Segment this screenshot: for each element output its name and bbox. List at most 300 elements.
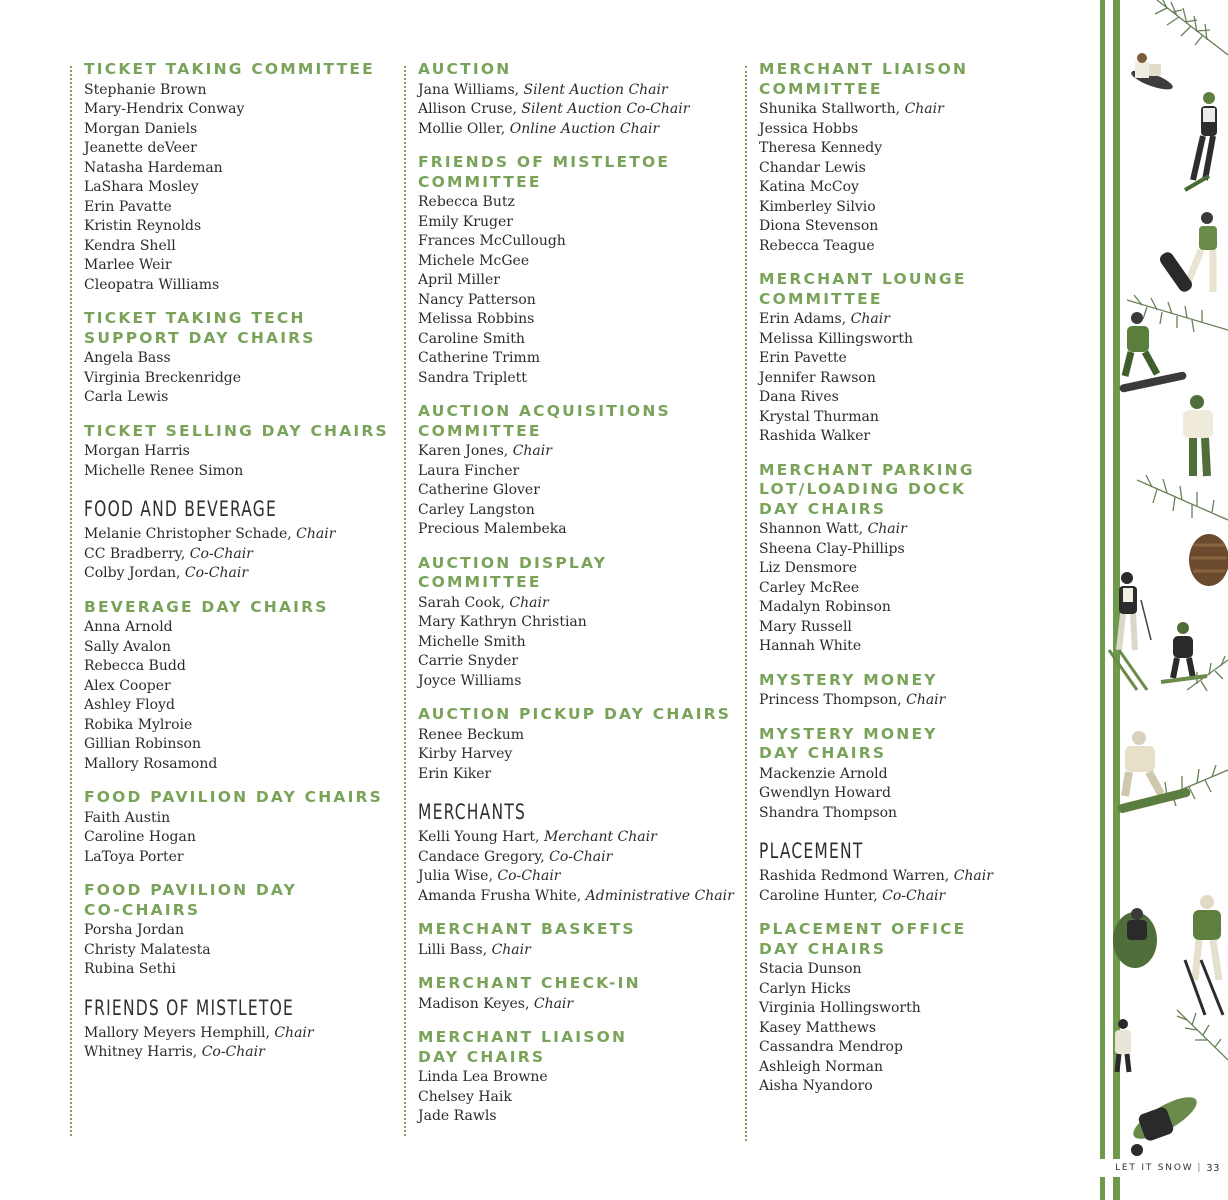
heading-line: COMMITTEE	[759, 289, 883, 308]
member-name	[418, 828, 734, 848]
member-name-text: Hannah White	[759, 638, 862, 654]
member-name	[84, 198, 390, 218]
member-name	[418, 672, 734, 692]
member-name-text: Krystal Thurman	[759, 408, 879, 425]
member-name-text: Morgan Daniels	[84, 120, 198, 137]
member-name-text: Chelsey Haik	[418, 1088, 512, 1105]
member-name	[759, 618, 1075, 638]
member-name-text: LaToya Porter	[84, 848, 184, 865]
member-name	[759, 1058, 1075, 1078]
member-name	[84, 638, 390, 658]
committee-section	[84, 422, 390, 482]
member-role: Chair	[274, 1024, 314, 1041]
heading-line: CO-CHAIRS	[84, 900, 201, 919]
committee-heading: AUCTION DISPLAY COMMITTEE	[418, 553, 608, 591]
member-name	[759, 540, 1075, 560]
member-name	[418, 501, 734, 521]
member-name-text: Theresa Kennedy	[759, 140, 883, 156]
member-name-text: Whitney Harris,	[84, 1044, 202, 1060]
member-name-text: Erin Adams,	[759, 311, 851, 327]
member-name	[84, 1024, 390, 1044]
member-name-text: Melanie Christopher Schade,	[84, 526, 297, 542]
member-name-text: Rebecca Teague	[759, 237, 875, 254]
member-name	[418, 462, 734, 482]
committee-section	[418, 153, 734, 388]
member-name	[84, 545, 390, 565]
member-list	[418, 828, 734, 906]
member-name	[84, 178, 390, 198]
member-name	[759, 887, 1075, 907]
member-name	[418, 633, 734, 653]
member-name-text: Sally Avalon	[84, 638, 171, 655]
member-name	[418, 941, 734, 961]
member-role: Chair	[533, 995, 574, 1012]
member-role: Merchant Chair	[543, 829, 657, 845]
member-name	[418, 369, 734, 389]
member-name	[759, 765, 1075, 785]
member-role: Online Auction Chair	[509, 120, 660, 137]
heading-line: MERCHANT LOUNGE	[759, 270, 967, 288]
member-name-text: Virginia Breckenridge	[84, 369, 242, 386]
member-name-text: Carla Lewis	[84, 389, 169, 405]
member-role: Co-Chair	[882, 887, 946, 904]
member-name-text: Gwendlyn Howard	[759, 785, 891, 801]
heading-line: MERCHANT PARKING	[759, 460, 975, 479]
heading-line: COMMITTEE	[418, 172, 542, 191]
committee-heading	[759, 725, 1075, 764]
member-name-text: Colby Jordan,	[84, 565, 185, 581]
member-name	[84, 828, 390, 848]
heading-line: COMMITTEE	[418, 421, 542, 440]
member-name	[759, 579, 1075, 599]
heading-line: SUPPORT DAY CHAIRS	[84, 328, 316, 347]
member-name-text: Rashida Walker	[759, 428, 871, 444]
page-footer	[1097, 1159, 1220, 1177]
member-name-text: Cassandra Mendrop	[759, 1039, 903, 1055]
member-name	[759, 867, 1075, 887]
member-name-text: Rashida Redmond Warren,	[759, 868, 954, 884]
member-name-text: Anna Arnold	[84, 619, 173, 635]
member-name-text: Robika Mylroie	[84, 716, 193, 733]
member-name-text: Michelle Smith	[418, 633, 526, 650]
member-name	[418, 291, 734, 311]
member-name	[84, 960, 390, 980]
member-name-text: Emily Kruger	[418, 213, 513, 230]
heading-line: MERCHANT LIAISON	[418, 1028, 628, 1046]
member-name-text: Melissa Killingsworth	[759, 330, 914, 347]
member-name-text: Precious Malembeka	[418, 521, 567, 537]
member-role: Chair	[904, 101, 944, 117]
member-list	[84, 525, 390, 584]
member-name-text: Mary Kathryn Christian	[418, 614, 587, 630]
member-name	[759, 1019, 1075, 1039]
committee-heading: TICKET SELLING DAY CHAIRS	[84, 421, 389, 440]
member-name-text: Stacia Dunson	[759, 961, 862, 977]
member-list	[759, 867, 1075, 906]
member-name	[84, 462, 390, 482]
member-name-text: Erin Kiker	[418, 765, 492, 782]
member-list	[759, 960, 1075, 1097]
member-name-text: Jeanette deVeer	[84, 140, 197, 156]
member-name	[84, 159, 390, 179]
member-name-text: Allison Cruse,	[418, 101, 522, 117]
heading-line: DAY CHAIRS	[759, 939, 887, 958]
footer-separator: |	[1197, 1163, 1203, 1173]
member-name-text: Ashleigh Norman	[759, 1058, 883, 1075]
member-list	[84, 349, 390, 408]
member-name-text: Jessica Hobbs	[759, 120, 859, 137]
committee-heading	[418, 153, 734, 192]
heading-line: MERCHANT LIAISON	[759, 60, 969, 78]
member-role: Co-Chair	[549, 848, 613, 865]
heading-line: TICKET TAKING TECH	[84, 309, 306, 327]
member-name	[418, 81, 734, 101]
heading-line: FRIENDS OF MISTLETOE	[418, 153, 671, 171]
member-role: Administrative Chair	[585, 887, 734, 904]
column-content	[418, 60, 734, 1141]
member-name	[418, 594, 734, 614]
member-name-text: Carley McRee	[759, 579, 860, 596]
heading-line: DAY CHAIRS	[759, 499, 887, 518]
member-name	[418, 765, 734, 785]
member-name	[418, 271, 734, 291]
member-list	[84, 81, 390, 296]
member-name	[418, 349, 734, 369]
major-section-title: PLACEMENT	[759, 839, 864, 863]
member-name	[418, 887, 734, 907]
member-name	[418, 442, 734, 462]
member-name	[84, 349, 390, 369]
major-section-title: FOOD AND BEVERAGE	[84, 497, 278, 521]
member-name-text: April Miller	[418, 272, 500, 288]
member-name	[84, 369, 390, 389]
member-name-text: CC Bradberry,	[84, 545, 190, 562]
major-section-title: MERCHANTS	[418, 800, 527, 824]
member-name	[84, 100, 390, 120]
member-name-text: Joyce Williams	[418, 672, 522, 689]
member-name-text: Mackenzie Arnold	[759, 765, 888, 782]
member-name-text: Liz Densmore	[759, 560, 857, 576]
major-section	[84, 996, 390, 1063]
member-name-text: Stephanie Brown	[84, 81, 207, 98]
member-name-text: Michelle Renee Simon	[84, 462, 244, 479]
member-name-text: Aisha Nyandoro	[759, 1078, 873, 1094]
member-name	[759, 960, 1075, 980]
member-name	[84, 809, 390, 829]
member-name-text: Rebecca Butz	[418, 194, 515, 210]
member-name-text: Cleopatra Williams	[84, 276, 220, 293]
member-name-text: Diona Stevenson	[759, 218, 879, 234]
member-name	[84, 921, 390, 941]
member-name	[759, 369, 1075, 389]
member-name-text: Frances McCullough	[418, 233, 566, 249]
member-name	[418, 100, 734, 120]
member-name-text: Caroline Smith	[418, 330, 525, 347]
member-role: Chair	[491, 941, 531, 958]
member-name-text: Laura Fincher	[418, 462, 520, 479]
column-content	[759, 60, 1075, 1111]
member-name-text: Catherine Trimm	[418, 350, 540, 366]
member-name	[759, 999, 1075, 1019]
member-name-text: Dana Rives	[759, 389, 839, 405]
committee-heading: MERCHANT BASKETS	[418, 920, 636, 938]
column-content	[84, 60, 390, 1077]
member-name-text: Michele McGee	[418, 252, 530, 269]
committee-section	[84, 881, 390, 980]
member-role: Chair	[953, 868, 993, 884]
committee-heading: MYSTERY MONEY	[759, 670, 938, 689]
heading-line: PLACEMENT OFFICE	[759, 920, 967, 938]
pinecone-icon	[1189, 534, 1228, 586]
member-name	[84, 657, 390, 677]
member-name-text: LaShara Mosley	[84, 179, 199, 195]
member-role: Silent Auction Co-Chair	[521, 101, 690, 117]
committee-heading: AUCTION	[418, 60, 512, 78]
member-list	[759, 100, 1075, 256]
heading-line: DAY CHAIRS	[759, 744, 887, 762]
member-name-text: Erin Pavatte	[84, 198, 172, 215]
member-name	[84, 735, 390, 755]
committee-heading	[759, 920, 1075, 959]
member-name	[759, 349, 1075, 369]
member-list	[418, 81, 734, 140]
member-name-text: Natasha Hardeman	[84, 159, 223, 176]
dotted-rule	[70, 66, 72, 1136]
heading-line: DAY CHAIRS	[418, 1047, 546, 1066]
member-name-text: Renee Beckum	[418, 726, 525, 743]
member-name	[418, 520, 734, 540]
member-name	[84, 237, 390, 257]
committee-heading	[84, 881, 390, 920]
member-name	[84, 941, 390, 961]
committee-section	[84, 788, 390, 867]
member-name	[759, 120, 1075, 140]
member-name	[84, 525, 390, 545]
member-name-text: Nancy Patterson	[418, 291, 536, 308]
member-name	[84, 618, 390, 638]
member-list	[418, 442, 734, 540]
member-name-text: Kimberley Silvio	[759, 198, 876, 215]
member-name	[759, 520, 1075, 540]
member-name	[418, 848, 734, 868]
member-name-text: Carrie Snyder	[418, 653, 519, 669]
member-name-text: Shannon Watt,	[759, 521, 868, 537]
member-name	[418, 481, 734, 501]
member-name	[759, 237, 1075, 257]
member-name	[759, 691, 1075, 711]
member-name-text: Ashley Floyd	[84, 697, 175, 713]
committee-heading: TICKET TAKING COMMITTEE	[84, 60, 375, 78]
member-role: Chair	[509, 594, 549, 611]
footer-label: LET IT SNOW	[1115, 1163, 1194, 1173]
member-list	[418, 941, 734, 961]
committee-section	[759, 60, 1075, 256]
member-list	[418, 594, 734, 692]
member-name-text: Mallory Meyers Hemphill,	[84, 1024, 275, 1041]
member-name	[84, 442, 390, 462]
committee-section	[418, 1028, 734, 1127]
member-name	[84, 81, 390, 101]
member-name-text: Mary-Hendrix Conway	[84, 101, 245, 117]
member-role: Co-Chair	[497, 868, 561, 884]
page-number: 33	[1206, 1162, 1220, 1174]
member-name-text: Jade Rawls	[418, 1108, 497, 1124]
member-name	[418, 1068, 734, 1088]
member-list	[84, 921, 390, 980]
member-name-text: Karen Jones,	[418, 443, 513, 459]
heading-line: FOOD PAVILION DAY	[84, 881, 298, 899]
member-list	[759, 310, 1075, 447]
member-name	[84, 139, 390, 159]
committee-section	[418, 554, 734, 692]
heading-line: MYSTERY MONEY	[759, 724, 938, 743]
member-name-text: Morgan Harris	[84, 443, 190, 459]
member-name-text: Carley Langston	[418, 501, 535, 518]
committee-section	[759, 920, 1075, 1097]
member-name-text: Melissa Robbins	[418, 311, 535, 327]
member-name-text: Kendra Shell	[84, 237, 176, 254]
member-name-text: Sandra Triplett	[418, 369, 527, 386]
member-name	[84, 120, 390, 140]
member-name	[84, 217, 390, 237]
member-list	[759, 520, 1075, 657]
member-name	[759, 804, 1075, 824]
member-name-text: Alex Cooper	[84, 677, 171, 694]
committee-section	[418, 974, 734, 1014]
major-section	[759, 839, 1075, 906]
committee-section	[418, 920, 734, 960]
heading-line: COMMITTEE	[759, 79, 883, 98]
member-name-text: Sarah Cook,	[418, 594, 510, 611]
member-name-text: Shandra Thompson	[759, 804, 898, 821]
member-role: Co-Chair	[184, 565, 249, 581]
member-name	[418, 193, 734, 213]
member-name	[84, 716, 390, 736]
member-name	[418, 745, 734, 765]
member-name-text: Amanda Frusha White,	[418, 887, 586, 904]
member-name-text: Faith Austin	[84, 809, 171, 826]
committee-section	[759, 461, 1075, 657]
member-name-text: Katina McCoy	[759, 179, 859, 195]
committee-section	[418, 60, 734, 139]
member-name-text: Rubina Sethi	[84, 961, 176, 977]
member-name	[418, 252, 734, 272]
member-name	[759, 198, 1075, 218]
member-list	[418, 995, 734, 1015]
committee-heading	[759, 60, 1075, 99]
winter-decoration-strip	[1097, 0, 1228, 1200]
member-name	[84, 755, 390, 775]
member-list	[418, 193, 734, 388]
member-name-text: Kelli Young Hart,	[418, 829, 544, 845]
member-role: Chair	[512, 443, 552, 459]
member-name-text: Kirby Harvey	[418, 746, 513, 762]
member-name	[418, 330, 734, 350]
member-name	[759, 408, 1075, 428]
member-list	[759, 765, 1075, 824]
member-role: Chair	[296, 526, 336, 542]
member-name-text: Angela Bass	[84, 350, 171, 366]
committee-heading: BEVERAGE DAY CHAIRS	[84, 597, 329, 616]
snowboarder-icon	[1097, 0, 1228, 1200]
committee-section	[418, 705, 734, 784]
member-list	[759, 691, 1075, 711]
member-list	[418, 726, 734, 785]
member-name	[84, 276, 390, 296]
member-name	[759, 217, 1075, 237]
member-name-text: Jana Williams,	[418, 81, 524, 98]
member-name	[418, 310, 734, 330]
committee-heading: AUCTION PICKUP DAY CHAIRS	[418, 705, 732, 723]
member-name-text: Rebecca Budd	[84, 658, 186, 674]
member-name	[759, 598, 1075, 618]
member-name	[759, 637, 1075, 657]
member-name	[418, 613, 734, 633]
committee-section	[759, 725, 1075, 824]
member-list	[84, 809, 390, 868]
dotted-rule	[404, 66, 406, 1136]
member-name-text: Mary Russell	[759, 618, 852, 635]
member-name	[759, 388, 1075, 408]
member-name	[759, 980, 1075, 1000]
member-name-text: Shunika Stallworth,	[759, 101, 905, 117]
member-name-text: Jennifer Rawson	[759, 369, 876, 386]
member-name	[84, 848, 390, 868]
member-name	[418, 120, 734, 140]
member-role: Chair	[867, 521, 907, 537]
member-list	[418, 1068, 734, 1127]
committee-heading	[759, 270, 1075, 309]
member-name	[759, 784, 1075, 804]
member-name	[759, 1038, 1075, 1058]
member-role: Chair	[906, 692, 946, 708]
member-role: Chair	[850, 311, 890, 327]
member-name-text: Kristin Reynolds	[84, 218, 202, 234]
member-name	[759, 310, 1075, 330]
member-name-text: Caroline Hunter,	[759, 887, 883, 904]
committee-section	[759, 270, 1075, 447]
member-name-text: Julia Wise,	[418, 868, 498, 884]
committee-section	[759, 671, 1075, 711]
member-name	[759, 427, 1075, 447]
committee-heading: FOOD PAVILION DAY CHAIRS	[84, 788, 384, 806]
member-name-text: Sheena Clay-Phillips	[759, 540, 905, 557]
member-list	[84, 618, 390, 774]
member-name	[84, 564, 390, 584]
member-name	[84, 1043, 390, 1063]
member-name	[84, 256, 390, 276]
member-name-text: Carlyn Hicks	[759, 980, 851, 997]
member-role: Co-Chair	[201, 1044, 265, 1060]
member-name	[418, 652, 734, 672]
committee-section	[84, 309, 390, 408]
committee-section	[418, 402, 734, 540]
member-role: Co-Chair	[189, 545, 253, 562]
member-name	[759, 559, 1075, 579]
member-name-text: Caroline Hogan	[84, 829, 196, 845]
member-name-text: Mollie Oller,	[418, 120, 510, 137]
member-name-text: Marlee Weir	[84, 257, 172, 273]
member-name-text: Christy Malatesta	[84, 941, 211, 958]
major-section	[418, 800, 734, 906]
member-name	[418, 867, 734, 887]
member-list	[84, 1024, 390, 1063]
member-name-text: Gillian Robinson	[84, 736, 201, 752]
member-name	[759, 100, 1075, 120]
member-name	[418, 213, 734, 233]
member-name-text: Candace Gregory,	[418, 848, 550, 865]
member-name	[418, 1107, 734, 1127]
